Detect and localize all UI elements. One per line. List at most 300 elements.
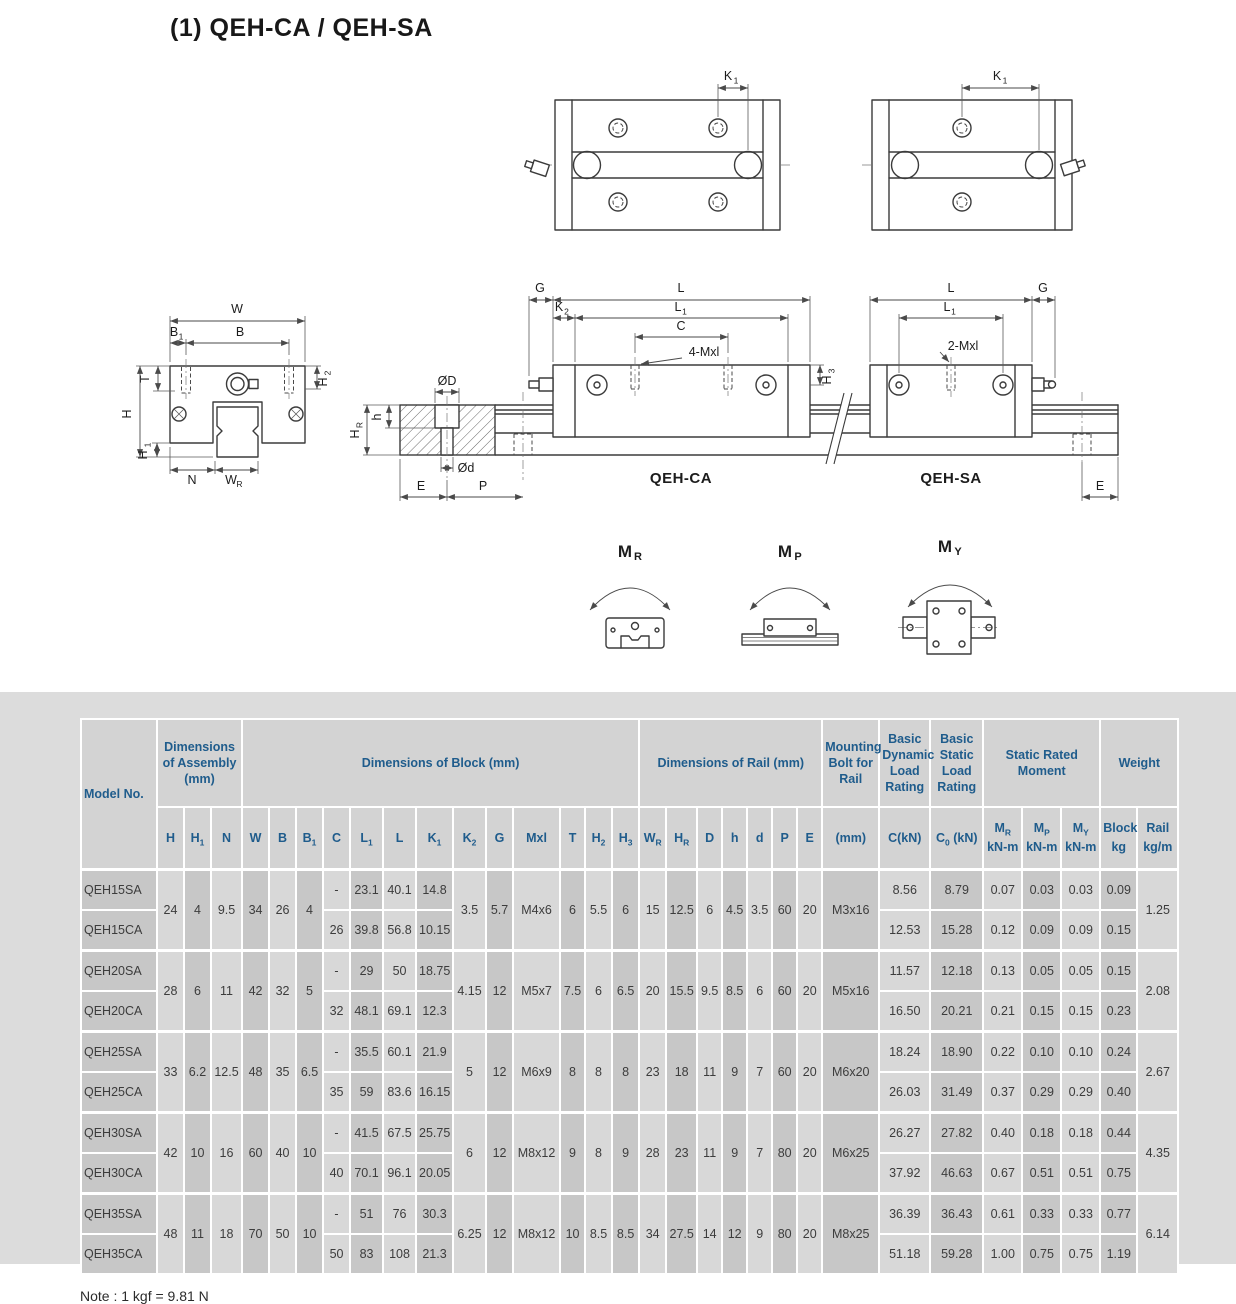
dim-label-l: L <box>677 281 685 295</box>
table-cell: 39.8 <box>350 910 383 951</box>
table-cell: 76 <box>383 1194 416 1235</box>
table-cell: 8.5 <box>722 951 747 1032</box>
dim-label-k1-sub: 1 <box>1002 75 1008 86</box>
table-cell: 12 <box>486 1032 513 1113</box>
group-header-static: Basic Static Load Rating <box>930 719 983 807</box>
col-header-model: Model No. <box>81 719 157 870</box>
table-cell: 6 <box>747 951 772 1032</box>
table-cell: 11 <box>211 951 242 1032</box>
table-cell: M6x9 <box>513 1032 560 1113</box>
table-cell: - <box>323 951 350 992</box>
table-cell: 10 <box>296 1113 323 1194</box>
dim-label-c: C <box>676 319 686 333</box>
table-cell: 16.15 <box>416 1072 453 1113</box>
col-header-p: P <box>772 807 797 870</box>
table-cell: 10 <box>560 1194 585 1275</box>
table-cell: 0.67 <box>983 1153 1022 1194</box>
table-cell: 3.5 <box>747 870 772 951</box>
table-cell: 8 <box>585 1032 612 1113</box>
block-ca-side <box>529 357 810 437</box>
col-header-h-low: h <box>722 807 747 870</box>
table-cell: 70.1 <box>350 1153 383 1194</box>
dim-label-h1-sub: 1 <box>142 442 153 448</box>
dim-label-k2-sub: 2 <box>564 306 569 317</box>
bolt-cell: M3x16 <box>822 870 879 951</box>
table-cell: 8.56 <box>879 870 930 911</box>
dim-label-4mxl: 4-Mxl <box>688 345 720 359</box>
table-cell: 20 <box>797 1113 822 1194</box>
cross-section-drawing <box>120 302 333 489</box>
table-cell: 0.12 <box>983 910 1022 951</box>
label-mp-sub: P <box>794 551 802 563</box>
table-cell: 4 <box>184 870 211 951</box>
table-cell: 6 <box>184 951 211 1032</box>
table-cell: 96.1 <box>383 1153 416 1194</box>
table-cell: 6 <box>560 870 585 951</box>
col-header-h1: $H_1$ <box>184 807 211 870</box>
table-cell: 60.1 <box>383 1032 416 1073</box>
table-note: Note : 1 kgf = 9.81 N <box>80 1288 209 1304</box>
table-cell: 0.51 <box>1061 1153 1100 1194</box>
group-header-block: Dimensions of Block (mm) <box>242 719 639 807</box>
col-header-l1: $L_1$ <box>350 807 383 870</box>
table-cell: 7.5 <box>560 951 585 1032</box>
group-header-rail: Dimensions of Rail (mm) <box>639 719 822 807</box>
table-cell: 0.03 <box>1022 870 1061 911</box>
table-cell: 9 <box>747 1194 772 1275</box>
table-cell: 9 <box>560 1113 585 1194</box>
dim-label-h: H <box>120 409 134 419</box>
table-cell: 26 <box>323 910 350 951</box>
table-cell: 20.05 <box>416 1153 453 1194</box>
table-cell: 8 <box>560 1032 585 1113</box>
model-cell: QEH20SA <box>81 951 157 992</box>
dim-label-k1-sub: 1 <box>733 75 739 86</box>
grease-nipple-icon <box>1032 378 1056 391</box>
label-mr: M <box>617 542 633 561</box>
model-cell: QEH30SA <box>81 1113 157 1154</box>
table-cell: 40 <box>269 1113 296 1194</box>
model-cell: QEH25CA <box>81 1072 157 1113</box>
table-cell: 0.51 <box>1022 1153 1061 1194</box>
moment-arrow-icon <box>590 588 670 610</box>
grease-nipple-icon <box>529 378 553 391</box>
dim-label-l1: L <box>943 300 951 314</box>
table-cell: 0.24 <box>1100 1032 1137 1073</box>
table-cell: 20 <box>797 1194 822 1275</box>
table-cell: 0.15 <box>1100 910 1137 951</box>
table-cell: 16.50 <box>879 991 930 1032</box>
table-cell: 42 <box>157 1113 184 1194</box>
table-cell: 56.8 <box>383 910 416 951</box>
label-my-sub: Y <box>954 546 962 558</box>
table-cell: 0.13 <box>983 951 1022 992</box>
table-cell: 12 <box>722 1194 747 1275</box>
table-cell: 27.82 <box>930 1113 983 1154</box>
rail-weight-cell: 6.14 <box>1137 1194 1178 1275</box>
dim-label-l: L <box>947 281 955 295</box>
bolt-cell: M5x16 <box>822 951 879 1032</box>
group-header-weight: Weight <box>1100 719 1178 807</box>
table-cell: 12 <box>486 951 513 1032</box>
table-cell: 67.5 <box>383 1113 416 1154</box>
table-cell: 4.15 <box>453 951 486 1032</box>
col-header-bolt-mm: (mm) <box>822 807 879 870</box>
table-cell: 59 <box>350 1072 383 1113</box>
table-cell: 5.7 <box>486 870 513 951</box>
table-cell: 40 <box>323 1153 350 1194</box>
table-cell: 35 <box>323 1072 350 1113</box>
table-cell: 16 <box>211 1113 242 1194</box>
table-cell: 0.75 <box>1100 1153 1137 1194</box>
table-cell: 37.92 <box>879 1153 930 1194</box>
dim-label-wr: W <box>225 473 237 487</box>
col-header-h: H <box>157 807 184 870</box>
table-cell: 108 <box>383 1234 416 1274</box>
col-header-d-low: d <box>747 807 772 870</box>
table-cell: 20.21 <box>930 991 983 1032</box>
table-cell: - <box>323 1032 350 1073</box>
col-header-h3: $H_3$ <box>612 807 639 870</box>
table-cell: 48 <box>157 1194 184 1275</box>
label-qeh-sa: QEH-SA <box>920 470 982 487</box>
table-cell: 27.5 <box>666 1194 697 1275</box>
model-cell: QEH20CA <box>81 991 157 1032</box>
table-cell: 6.2 <box>184 1032 211 1113</box>
table-cell: 23 <box>639 1032 666 1113</box>
table-cell: 12.5 <box>211 1032 242 1113</box>
table-cell: 0.33 <box>1022 1194 1061 1235</box>
table-cell: 60 <box>772 951 797 1032</box>
table-cell: 0.18 <box>1022 1113 1061 1154</box>
table-cell: 28 <box>157 951 184 1032</box>
table-cell: 1.19 <box>1100 1234 1137 1274</box>
table-cell: 0.15 <box>1061 991 1100 1032</box>
top-view-ca-drawing <box>524 69 792 230</box>
moment-arrow-icon <box>750 588 830 610</box>
dim-label-b1: B <box>169 325 179 339</box>
table-cell: 33 <box>157 1032 184 1113</box>
col-header-l: L <box>383 807 416 870</box>
table-cell: 6 <box>585 951 612 1032</box>
model-cell: QEH15CA <box>81 910 157 951</box>
table-cell: 51.18 <box>879 1234 930 1274</box>
dim-label-l1: L <box>674 300 682 314</box>
dim-label-g: G <box>1038 281 1048 295</box>
dim-label-g: G <box>535 281 545 295</box>
table-cell: 50 <box>383 951 416 992</box>
table-cell: 0.07 <box>983 870 1022 911</box>
col-header-rail-weight: Rail kg/m <box>1137 807 1178 870</box>
table-cell: 32 <box>323 991 350 1032</box>
table-cell: 0.75 <box>1061 1234 1100 1274</box>
group-header-moment: Static Rated Moment <box>983 719 1100 807</box>
model-cell: QEH25SA <box>81 1032 157 1073</box>
dim-label-h-small: h <box>370 413 384 421</box>
block-sa-side <box>870 357 1056 437</box>
table-cell: 23.1 <box>350 870 383 911</box>
dim-label-t: T <box>138 375 152 383</box>
col-header-e: E <box>797 807 822 870</box>
table-cell: 34 <box>242 870 269 951</box>
table-cell: 6.5 <box>296 1032 323 1113</box>
table-cell: 18.90 <box>930 1032 983 1073</box>
table-cell: 0.05 <box>1022 951 1061 992</box>
dim-label-l1-sub: 1 <box>682 306 687 317</box>
col-header-c: C <box>323 807 350 870</box>
table-cell: 0.75 <box>1022 1234 1061 1274</box>
top-view-sa-drawing <box>862 69 1086 230</box>
dim-label-k1: K <box>992 69 1002 83</box>
table-cell: - <box>323 1194 350 1235</box>
col-header-g: G <box>486 807 513 870</box>
table-cell: 60 <box>772 870 797 951</box>
dim-label-b: B <box>235 325 245 339</box>
table-cell: 26.27 <box>879 1113 930 1154</box>
table-cell: 80 <box>772 1194 797 1275</box>
table-cell: 8.5 <box>585 1194 612 1275</box>
spec-table-body <box>81 870 1178 1275</box>
model-cell: QEH35CA <box>81 1234 157 1274</box>
table-cell: 30.3 <box>416 1194 453 1235</box>
table-cell: 18 <box>666 1032 697 1113</box>
table-cell: 0.10 <box>1022 1032 1061 1073</box>
table-cell: 18.24 <box>879 1032 930 1073</box>
col-header-c-kn: C(kN) <box>879 807 930 870</box>
table-cell: 0.09 <box>1022 910 1061 951</box>
table-cell: 0.09 <box>1100 870 1137 911</box>
table-cell: 15.5 <box>666 951 697 1032</box>
table-cell: 0.21 <box>983 991 1022 1032</box>
table-cell: 0.40 <box>983 1113 1022 1154</box>
table-cell: M5x7 <box>513 951 560 1032</box>
table-cell: 23 <box>666 1113 697 1194</box>
col-header-mxl: Mxl <box>513 807 560 870</box>
table-cell: 48 <box>242 1032 269 1113</box>
dim-label-k1: K <box>723 69 733 83</box>
table-cell: 11 <box>697 1032 722 1113</box>
table-cell: 15 <box>639 870 666 951</box>
dim-label-h1: H <box>136 450 150 460</box>
table-cell: 60 <box>772 1032 797 1113</box>
spec-table <box>80 718 1179 1275</box>
table-cell: 70 <box>242 1194 269 1275</box>
rail-section-drawing <box>348 374 523 501</box>
table-cell: M8x12 <box>513 1113 560 1194</box>
table-cell: 46.63 <box>930 1153 983 1194</box>
group-header-dynamic: Basic Dynamic Load Rating <box>879 719 930 807</box>
moment-mr-diagram <box>590 542 670 648</box>
table-cell: 8 <box>585 1113 612 1194</box>
table-cell: 35.5 <box>350 1032 383 1073</box>
bolt-cell: M8x25 <box>822 1194 879 1275</box>
table-cell: 0.15 <box>1100 951 1137 992</box>
table-cell: 20 <box>797 1032 822 1113</box>
table-cell: 6 <box>453 1113 486 1194</box>
table-cell: 0.15 <box>1022 991 1061 1032</box>
table-cell: 50 <box>323 1234 350 1274</box>
rail-weight-cell: 4.35 <box>1137 1113 1178 1194</box>
table-cell: 9.5 <box>697 951 722 1032</box>
dim-label-k2: K <box>554 300 564 314</box>
table-cell: 60 <box>242 1113 269 1194</box>
dim-label-e: E <box>1095 479 1105 493</box>
table-cell: 36.43 <box>930 1194 983 1235</box>
rail-weight-cell: 2.67 <box>1137 1032 1178 1113</box>
moment-mp-diagram <box>742 542 838 645</box>
table-cell: 11 <box>697 1113 722 1194</box>
table-cell: 80 <box>772 1113 797 1194</box>
table-cell: 20 <box>797 870 822 951</box>
table-cell: 8 <box>612 1032 639 1113</box>
table-cell: 36.39 <box>879 1194 930 1235</box>
table-cell: 9 <box>612 1113 639 1194</box>
table-cell: 12 <box>486 1194 513 1275</box>
table-cell: 0.37 <box>983 1072 1022 1113</box>
table-cell: 0.61 <box>983 1194 1022 1235</box>
dim-label-b1-sub: 1 <box>178 331 184 342</box>
table-cell: 83 <box>350 1234 383 1274</box>
table-cell: 11 <box>184 1194 211 1275</box>
dim-label-od2: Ød <box>457 461 475 475</box>
col-header-wr: $W_R$ <box>639 807 666 870</box>
table-cell: 6 <box>612 870 639 951</box>
dim-label-hr-sub: R <box>354 421 365 429</box>
table-cell: 0.23 <box>1100 991 1137 1032</box>
table-cell: 8.79 <box>930 870 983 911</box>
col-header-hr: $H_R$ <box>666 807 697 870</box>
model-cell: QEH15SA <box>81 870 157 911</box>
table-cell: 10 <box>296 1194 323 1275</box>
dim-label-od: ØD <box>437 374 457 388</box>
table-cell: 11.57 <box>879 951 930 992</box>
table-cell: 12.5 <box>666 870 697 951</box>
label-my: M <box>937 537 953 556</box>
table-cell: 0.44 <box>1100 1113 1137 1154</box>
table-cell: 5 <box>453 1032 486 1113</box>
table-cell: 21.9 <box>416 1032 453 1073</box>
dim-label-2mxl: 2-Mxl <box>947 339 979 353</box>
dim-label-n: N <box>187 473 197 487</box>
table-cell: 34 <box>639 1194 666 1275</box>
side-view-drawing <box>495 281 1118 501</box>
rail-weight-cell: 1.25 <box>1137 870 1178 951</box>
table-cell: 26 <box>269 870 296 951</box>
table-cell: - <box>323 1113 350 1154</box>
group-header-assembly: Dimensions of Assembly (mm) <box>157 719 242 807</box>
table-cell: 9.5 <box>211 870 242 951</box>
table-cell: 9 <box>722 1032 747 1113</box>
table-cell: 18.75 <box>416 951 453 992</box>
table-cell: 0.10 <box>1061 1032 1100 1073</box>
page-title: (1) QEH-CA / QEH-SA <box>170 14 433 42</box>
dim-label-e: E <box>416 479 426 493</box>
col-header-b1: $B_1$ <box>296 807 323 870</box>
table-cell: 29 <box>350 951 383 992</box>
col-header-block-weight: Block kg <box>1100 807 1137 870</box>
table-cell: 83.6 <box>383 1072 416 1113</box>
dim-label-h3-sub: 3 <box>826 368 837 374</box>
label-qeh-ca: QEH-CA <box>649 470 713 487</box>
table-cell: 0.22 <box>983 1032 1022 1073</box>
grease-nipple-icon <box>524 158 550 177</box>
table-cell: 0.29 <box>1061 1072 1100 1113</box>
col-header-d-cap: D <box>697 807 722 870</box>
col-header-h2: $H_2$ <box>585 807 612 870</box>
table-cell: 1.00 <box>983 1234 1022 1274</box>
table-cell: 12.18 <box>930 951 983 992</box>
table-cell: 26.03 <box>879 1072 930 1113</box>
table-cell: 8.5 <box>612 1194 639 1275</box>
table-cell: 12.3 <box>416 991 453 1032</box>
group-header-bolt: Mounting Bolt for Rail <box>822 719 879 807</box>
table-cell: 3.5 <box>453 870 486 951</box>
table-cell: 0.33 <box>1061 1194 1100 1235</box>
dim-label-h2: H <box>316 377 330 387</box>
break-symbol <box>826 393 852 464</box>
table-cell: 50 <box>269 1194 296 1275</box>
moment-diagrams <box>590 537 1000 654</box>
table-cell: 5.5 <box>585 870 612 951</box>
table-cell: 25.75 <box>416 1113 453 1154</box>
col-header-my: $M_Y$ kN-m <box>1061 807 1100 870</box>
table-cell: 0.09 <box>1061 910 1100 951</box>
dim-label-h2-sub: 2 <box>322 370 333 376</box>
model-cell: QEH35SA <box>81 1194 157 1235</box>
col-header-mr: $M_R$ kN-m <box>983 807 1022 870</box>
table-cell: 12.53 <box>879 910 930 951</box>
col-header-k1: $K_1$ <box>416 807 453 870</box>
table-cell: 42 <box>242 951 269 1032</box>
table-cell: 35 <box>269 1032 296 1113</box>
dim-label-w: W <box>231 302 243 316</box>
table-cell: 0.18 <box>1061 1113 1100 1154</box>
dim-label-p: P <box>478 479 488 493</box>
table-cell: 18 <box>211 1194 242 1275</box>
table-cell: 20 <box>639 951 666 1032</box>
dim-label-h3: H <box>820 375 834 385</box>
table-cell: 48.1 <box>350 991 383 1032</box>
bolt-cell: M6x25 <box>822 1113 879 1194</box>
table-cell: 59.28 <box>930 1234 983 1274</box>
label-mr-sub: R <box>634 551 642 563</box>
table-cell: 15.28 <box>930 910 983 951</box>
table-cell: 14.8 <box>416 870 453 911</box>
table-cell: 4.5 <box>722 870 747 951</box>
table-cell: 24 <box>157 870 184 951</box>
table-cell: 4 <box>296 870 323 951</box>
table-cell: 10.15 <box>416 910 453 951</box>
table-cell: 6 <box>697 870 722 951</box>
table-cell: 5 <box>296 951 323 1032</box>
table-cell: 40.1 <box>383 870 416 911</box>
table-cell: 31.49 <box>930 1072 983 1113</box>
table-cell: 10 <box>184 1113 211 1194</box>
dim-label-hr: H <box>348 429 362 439</box>
table-cell: 69.1 <box>383 991 416 1032</box>
col-header-k2: $K_2$ <box>453 807 486 870</box>
table-cell: - <box>323 870 350 911</box>
col-header-c0-kn: $C_0$ (kN) <box>930 807 983 870</box>
table-cell: 20 <box>797 951 822 1032</box>
table-cell: 51 <box>350 1194 383 1235</box>
table-cell: 6.5 <box>612 951 639 1032</box>
col-header-n: N <box>211 807 242 870</box>
table-cell: 41.5 <box>350 1113 383 1154</box>
dim-label-l1-sub: 1 <box>951 306 956 317</box>
col-header-b: B <box>269 807 296 870</box>
bolt-cell: M6x20 <box>822 1032 879 1113</box>
